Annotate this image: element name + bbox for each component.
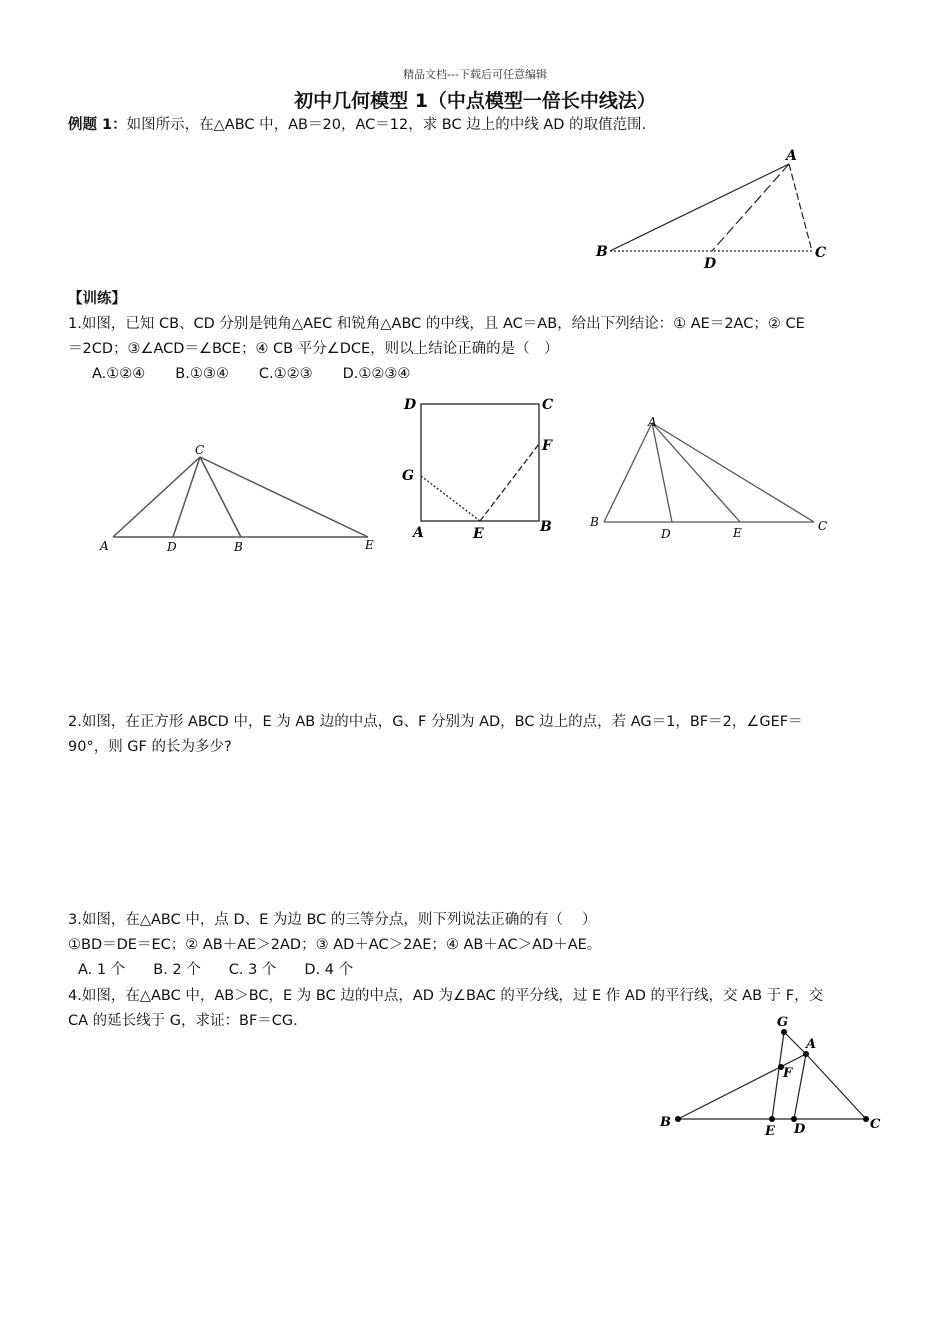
label-a: A [413, 525, 424, 541]
segment-ef [480, 444, 539, 521]
q1-option-d: D.①②③④ [342, 366, 411, 382]
page-title: 初中几何模型 1（中点模型一倍长中线法） [294, 90, 656, 112]
label-b: B [596, 244, 608, 260]
q3-options [78, 958, 918, 982]
segment-ae [652, 423, 740, 522]
header-note: 精品文档---下载后可任意编辑 [403, 68, 547, 81]
label-c: C [195, 443, 205, 457]
figure-example-1 [590, 140, 840, 275]
label-a: A [786, 148, 797, 164]
segment-ac [652, 423, 814, 522]
label-f: F [542, 438, 552, 454]
label-d: D [167, 540, 177, 554]
label-f: F [783, 1066, 793, 1081]
q3-line-2: ①BD＝DE＝EC；② AB＋AE＞2AD；③ AD＋AC＞2AE；④ AB＋AC＞AD＋AE。 [68, 937, 602, 953]
segment-ad [712, 164, 789, 251]
segment-ge [421, 476, 480, 521]
q3-option-b: B. 2 个 [153, 962, 201, 978]
segment-ac [789, 164, 812, 251]
segment-ce [200, 457, 368, 537]
q3-option-a: A. 1 个 [78, 962, 126, 978]
point-c [863, 1116, 869, 1122]
q3-option-c: C. 3 个 [228, 962, 277, 978]
label-d: D [404, 397, 417, 413]
label-e: E [473, 526, 484, 542]
q1-options [92, 362, 932, 386]
label-g: G [777, 1015, 789, 1030]
label-d: D [704, 256, 717, 272]
q1-option-b: B.①③④ [175, 366, 229, 382]
figure-q2 [396, 392, 566, 544]
training-heading: 【训练】 [68, 291, 126, 307]
q1-option-c: C.①②③ [258, 366, 313, 382]
q3-option-d: D. 4 个 [304, 962, 354, 978]
point-b [675, 1116, 681, 1122]
label-e: E [733, 526, 742, 540]
label-a: A [648, 415, 657, 429]
label-b: B [660, 1115, 671, 1130]
label-a: A [806, 1037, 817, 1052]
example-1-text: 如图所示，在△ABC 中，AB＝20，AC＝12，求 BC 边上的中线 AD 的取值范围. [126, 117, 647, 133]
segment-ag-extension [784, 1032, 806, 1054]
figure-q1 [95, 440, 385, 560]
label-e: E [765, 1124, 775, 1139]
q3-line-1: 3.如图，在△ABC 中，点 D、E 为边 BC 的三等分点，则下列说法正确的有（ ） [68, 912, 597, 928]
segment-ba [678, 1054, 806, 1119]
q1-line-1: 1.如图，已知 CB、CD 分别是钝角△AEC 和锐角△ABC 的中线，且 AC＝AB，给出下列结论：① AE＝2AC；② CE [68, 316, 805, 332]
point-e [769, 1116, 775, 1122]
square-abcd [421, 404, 539, 521]
label-b: B [590, 515, 599, 529]
label-d: D [794, 1122, 806, 1137]
label-e: E [365, 538, 374, 552]
q4-line-1: 4.如图，在△ABC 中，AB＞BC，E 为 BC 边的中点，AD 为∠BAC 的平分线，过 E 作 AD 的平行线，交 AB 于 F，交 [68, 988, 824, 1004]
q1-line-2: ＝2CD；③∠ACD＝∠BCE；④ CB 平分∠DCE，则以上结论正确的是（ ） [68, 341, 559, 357]
segment-ac [806, 1054, 866, 1119]
segment-ad [652, 423, 672, 522]
segment-ab [604, 423, 652, 522]
q2-line-1: 2.如图，在正方形 ABCD 中，E 为 AB 边的中点，G、F 分别为 AD，BC 边上的点，若 AG＝1，BF＝2，∠GEF＝ [68, 714, 803, 730]
q1-option-a: A.①②④ [92, 366, 146, 382]
label-b: B [540, 519, 552, 535]
label-c: C [542, 397, 554, 413]
segment-cb [200, 457, 241, 537]
label-b: B [234, 540, 243, 554]
example-1-label: 例题 1： [68, 117, 127, 133]
segment-ad [794, 1054, 806, 1119]
q4-line-2: CA 的延长线于 G，求证：BF＝CG. [68, 1013, 298, 1029]
figure-q4 [652, 1010, 892, 1145]
label-a: A [100, 539, 109, 553]
figure-q3 [582, 410, 832, 545]
segment-ab [610, 164, 789, 251]
label-g: G [402, 468, 414, 484]
label-c: C [815, 245, 827, 261]
example-1 [68, 113, 908, 137]
label-c: C [870, 1117, 881, 1132]
label-c: C [818, 519, 828, 533]
q2-line-2: 90°，则 GF 的长为多少? [68, 739, 232, 755]
label-d: D [661, 527, 671, 541]
